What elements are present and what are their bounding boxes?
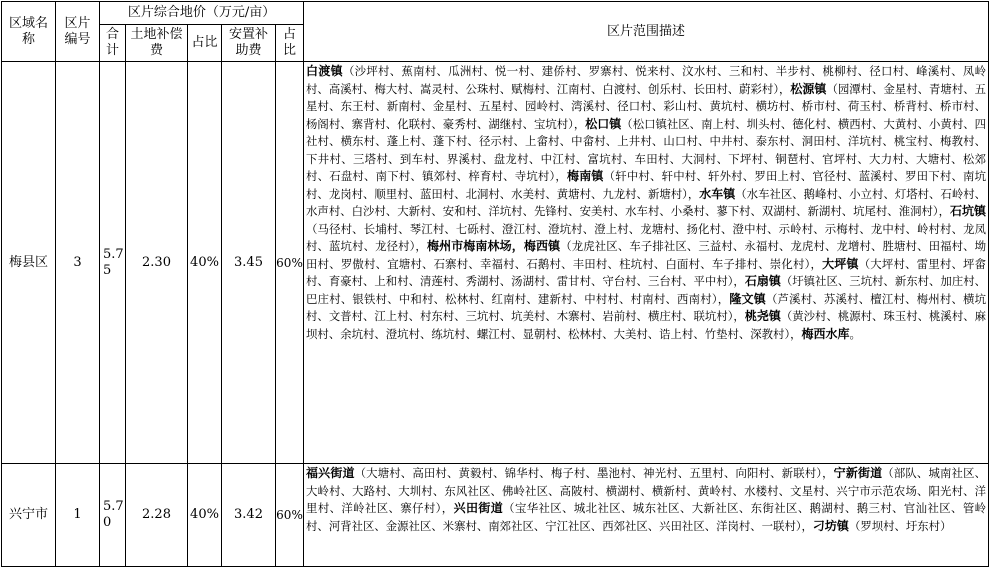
town-name: 梅西水库 bbox=[801, 326, 850, 341]
village-list: （龙虎社区、车子排社区、三益村、永福村、龙虎村、龙增村、胜塘村、田福村、坳田村、罗傲村、宜塘村、石寨村、幸福村、石鹅村、丰田村、柱坑村、白面村、车子排村、崇化村）， bbox=[306, 239, 987, 271]
town-name: 隆文镇 bbox=[729, 291, 766, 306]
village-list: （轩中村、轩中村、轩外村、罗田上村、官径村、蓝溪村、罗田下村、南坑村、龙岗村、顺里村、蓝田村、北洞村、水美村、黄塘村、九龙村、新塘村）， bbox=[306, 169, 987, 201]
village-list: （黄沙村、桃源村、珠玉村、桃溪村、麻坝村、余坑村、澄坑村、练坑村、螺江村、显朝村、松林村、大美村、诰上村、竹垫村、深教村）， bbox=[306, 309, 987, 341]
area-name: 梅县区 bbox=[2, 62, 56, 464]
town-name: 石坑镇 bbox=[950, 204, 987, 218]
town-name: 刁坊镇 bbox=[812, 518, 849, 533]
village-list: （园潭村、金星村、青塘村、五星村、东王村、新南村、金星村、五星村、园岭村、湾溪村、径口村、彩山村、黄坑村、横坊村、桥市村、荷玉村、桥背村、桥市村、杨阁村、寨背村、化联村、豪秀村、湖继村、宝坑村）， bbox=[306, 81, 987, 131]
header-zone-no: 区片编号 bbox=[56, 2, 100, 62]
header-land-comp: 土地补偿费 bbox=[126, 25, 188, 62]
header-desc: 区片范围描述 bbox=[304, 2, 989, 62]
header-resettle: 安置补助费 bbox=[222, 25, 276, 62]
village-list: （水车社区、鹅峰村、小立村、灯塔村、石岭村、水声村、白沙村、大新村、安和村、洋坑村、先锋村、安美村、水车村、小桑村、蓼下村、双湖村、新湖村、坑尾村、淮洞村）， bbox=[306, 186, 987, 218]
town-name: 兴田街道 bbox=[453, 501, 504, 515]
town-name: 福兴街道 bbox=[306, 466, 355, 480]
zone-description bbox=[304, 62, 989, 464]
town-name: 石扇镇 bbox=[744, 274, 781, 288]
town-name: 梅州市梅南林场，梅西镇 bbox=[426, 239, 561, 253]
zone-no: 3 bbox=[56, 62, 100, 464]
town-name: 大坪镇 bbox=[822, 256, 859, 271]
resettle: 3.42 bbox=[222, 464, 276, 567]
land-ratio: 40% bbox=[188, 464, 222, 567]
zone-no: 1 bbox=[56, 464, 100, 567]
table-row bbox=[2, 464, 989, 567]
village-list: （芦溪村、苏溪村、檀江村、梅州村、横坑村、文普村、江上村、村东村、三坑村、坑美村、木寨村、岩前村、横庄村、联坑村）， bbox=[306, 291, 987, 323]
town-name: 水车镇 bbox=[699, 186, 736, 201]
header-land-ratio: 占比 bbox=[188, 25, 222, 62]
land-comp: 2.28 bbox=[126, 464, 188, 567]
town-name: 白渡镇 bbox=[306, 64, 343, 78]
total-price: 5.70 bbox=[100, 464, 126, 567]
village-list: （大坪村、雷里村、坪畲村、育豪村、上和村、清莲村、秀湖村、汤湖村、雷甘村、守台村、三台村、平中村）， bbox=[306, 256, 987, 288]
village-list: （松口镇社区、南上村、圳头村、德化村、横西村、大黄村、小黄村、四社村、横东村、蓬上村、蓬下村、径示村、上畲村、中畲村、上井村、山口村、中井村、泰东村、洞田村、洋坑村、桃宝村、梅教村、下井村、三塔村、到车村、界溪村、盘龙村、中江村、富坑村、车田村、大洞村、下坪村、铜琶村、官坪村、大力村、大塘村、松郊村、石盘村、南下村、镇郊村、梓育村、寺坑村）， bbox=[306, 116, 987, 183]
resettle-ratio: 60% bbox=[276, 62, 304, 464]
land-comp: 2.30 bbox=[126, 62, 188, 464]
village-list: （圩镇社区、三坑村、新东村、加庄村、巴庄村、银铁村、中和村、松林村、红南村、建新村、中村村、村南村、西南村）， bbox=[306, 274, 987, 306]
resettle: 3.45 bbox=[222, 62, 276, 464]
header-price-group: 区片综合地价（万元/亩） bbox=[100, 2, 304, 25]
total-price: 5.75 bbox=[100, 62, 126, 464]
table-row bbox=[2, 62, 989, 464]
town-name: 宁新街道 bbox=[833, 466, 883, 480]
village-list: （沙坪村、蕉南村、瓜洲村、悦一村、建侨村、罗寨村、悦来村、汶水村、三和村、半步村、桃柳村、径口村、峰溪村、凤岭村、高溪村、梅大村、嵩灵村、公珠村、赋梅村、江南村、白渡村、创乐村、长田村、蔚彩村）， bbox=[306, 64, 987, 96]
village-list: （宝华社区、城北社区、城东社区、大新社区、东街社区、鹅湖村、鹅三村、官汕社区、管岭村、河背社区、金源社区、米寨村、南郊社区、宁江社区、西郊社区、兴田社区、洋岗村、一联村）， bbox=[306, 501, 987, 533]
village-list: （罗坝村、圩东村） bbox=[848, 518, 952, 533]
resettle-ratio: 60% bbox=[276, 464, 304, 567]
header-resettle-ratio: 占比 bbox=[276, 25, 304, 62]
land-ratio: 40% bbox=[188, 62, 222, 464]
land-price-table bbox=[1, 1, 989, 567]
town-name: 桃尧镇 bbox=[744, 309, 781, 323]
header-area-name: 区域名称 bbox=[2, 2, 56, 62]
area-name: 兴宁市 bbox=[2, 464, 56, 567]
town-name: 松口镇 bbox=[585, 116, 622, 131]
zone-description bbox=[304, 464, 989, 567]
header-total: 合计 bbox=[100, 25, 126, 62]
town-name: 梅南镇 bbox=[567, 169, 604, 183]
town-name: 松源镇 bbox=[790, 81, 827, 96]
village-list: （马径村、长埔村、琴江村、七砾村、澄江村、澄坑村、澄上村、龙塘村、扬化村、澄中村、示岭村、示梅村、龙中村、岭村村、龙凤村、蓝坑村、龙径村）， bbox=[306, 221, 987, 253]
village-list: （大塘村、高田村、黄毅村、锦华村、梅子村、墨池村、神光村、五里村、向阳村、新联村）， bbox=[354, 466, 834, 480]
village-list: （部队、城南社区、大岭村、大路村、大圳村、东风社区、佛岭社区、高陂村、横湖村、横新村、黄岭村、水楼村、文星村、兴宁市示范农场、阳光村、洋里村、洋岭社区、寨仔村）， bbox=[306, 466, 987, 515]
village-list: 。 bbox=[849, 326, 861, 341]
